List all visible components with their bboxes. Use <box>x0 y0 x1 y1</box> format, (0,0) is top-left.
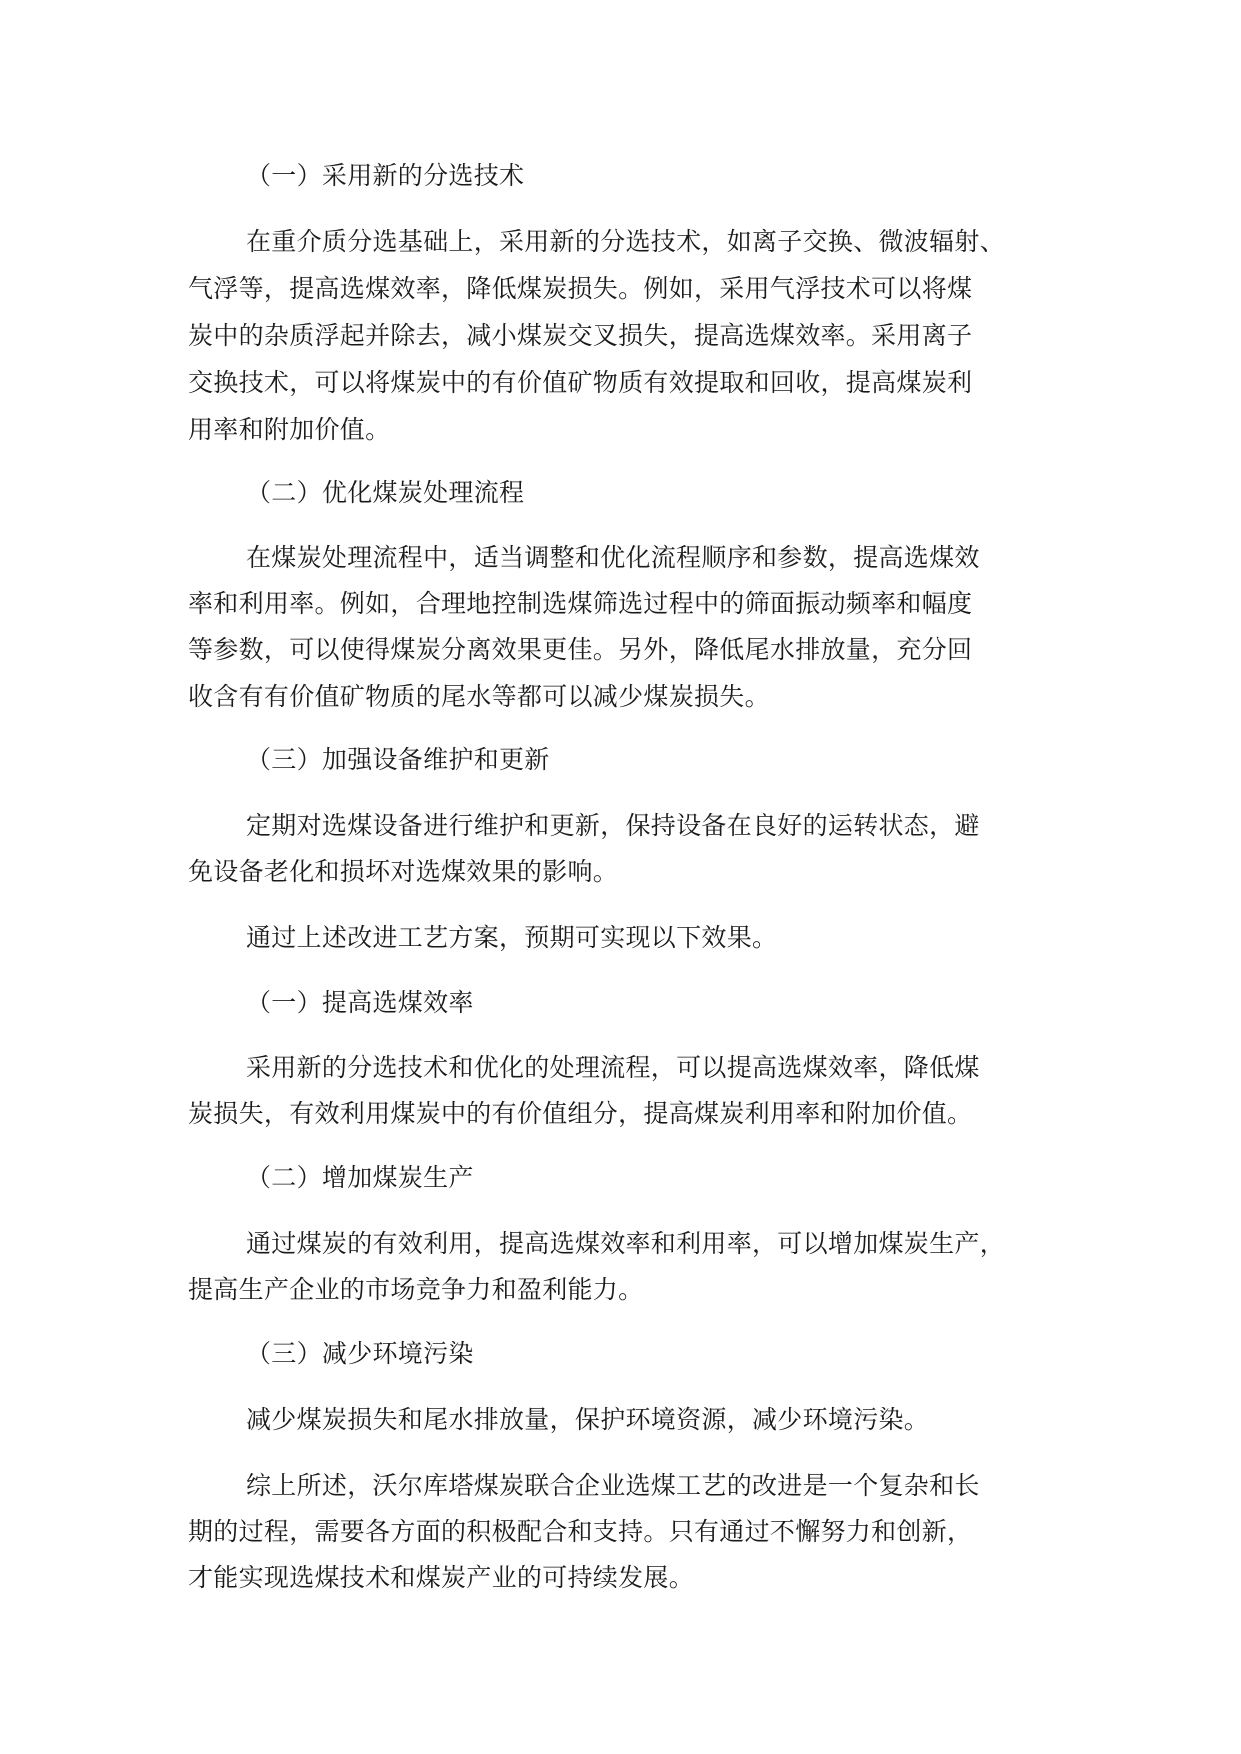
effect-1-line-1: 采用新的分选技术和优化的处理流程，可以提高选煤效率，降低煤 <box>246 1053 980 1082</box>
effect-2-line-1: 通过煤炭的有效利用，提高选煤效率和利用率，可以增加煤炭生产， <box>246 1229 1006 1258</box>
effect-3-heading: （三）减少环境污染 <box>246 1339 474 1368</box>
section-2-line-1: 在煤炭处理流程中，适当调整和优化流程顺序和参数，提高选煤效 <box>246 543 980 572</box>
effect-1-heading: （一）提高选煤效率 <box>246 988 474 1017</box>
section-3-heading: （三）加强设备维护和更新 <box>246 745 550 774</box>
section-2-heading: （二）优化煤炭处理流程 <box>246 478 525 507</box>
transition-paragraph: 通过上述改进工艺方案，预期可实现以下效果。 <box>246 923 778 952</box>
conclusion-line-2: 期的过程，需要各方面的积极配合和支持。只有通过不懈努力和创新， <box>188 1517 973 1546</box>
section-2-line-4: 收含有有价值矿物质的尾水等都可以减少煤炭损失。 <box>188 682 770 711</box>
section-2-line-2: 率和利用率。例如，合理地控制选煤筛选过程中的筛面振动频率和幅度 <box>188 589 973 618</box>
effect-1-line-2: 炭损失，有效利用煤炭中的有价值组分，提高煤炭利用率和附加价值。 <box>188 1099 973 1128</box>
section-1-heading: （一）采用新的分选技术 <box>246 161 525 190</box>
effect-2-line-2: 提高生产企业的市场竞争力和盈利能力。 <box>188 1275 644 1304</box>
conclusion-line-1: 综上所述，沃尔库塔煤炭联合企业选煤工艺的改进是一个复杂和长 <box>246 1471 980 1500</box>
effect-2-heading: （二）增加煤炭生产 <box>246 1163 474 1192</box>
section-3-line-1: 定期对选煤设备进行维护和更新，保持设备在良好的运转状态，避 <box>246 811 980 840</box>
section-1-line-2: 气浮等，提高选煤效率，降低煤炭损失。例如，采用气浮技术可以将煤 <box>188 274 973 303</box>
effect-3-line-1: 减少煤炭损失和尾水排放量，保护环境资源，减少环境污染。 <box>246 1405 930 1434</box>
section-1-line-1: 在重介质分选基础上，采用新的分选技术，如离子交换、微波辐射、 <box>246 227 1006 256</box>
section-1-line-4: 交换技术，可以将煤炭中的有价值矿物质有效提取和回收，提高煤炭利 <box>188 368 973 397</box>
section-1-line-5: 用率和附加价值。 <box>188 415 391 444</box>
section-2-line-3: 等参数，可以使得煤炭分离效果更佳。另外，降低尾水排放量，充分回 <box>188 635 973 664</box>
conclusion-line-3: 才能实现选煤技术和煤炭产业的可持续发展。 <box>188 1563 695 1592</box>
section-1-line-3: 炭中的杂质浮起并除去，减小煤炭交叉损失，提高选煤效率。采用离子 <box>188 321 973 350</box>
section-3-line-2: 免设备老化和损坏对选煤效果的影响。 <box>188 857 619 886</box>
